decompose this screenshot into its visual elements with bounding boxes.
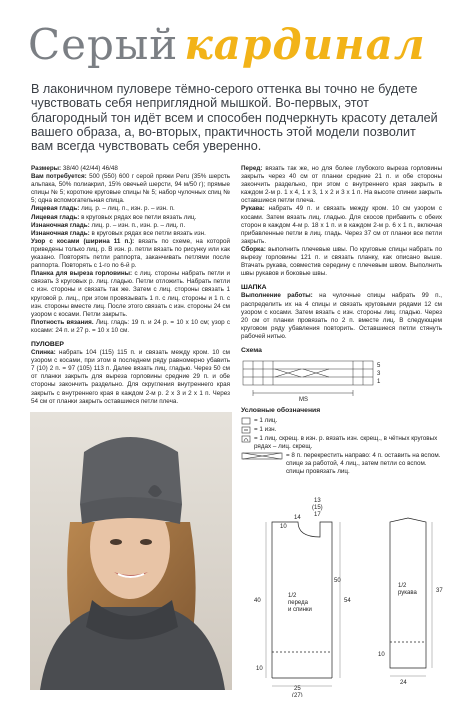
stitch-text: лиц. р. – изн. п., изн. р. – лиц. п. [91, 221, 186, 229]
dim-label: 17 [314, 512, 321, 518]
cable-pattern-label: Узор с косами (ширина 11 п.): [31, 237, 135, 245]
dim-label: (27) [292, 693, 303, 697]
materials-label: Вам потребуется: [31, 173, 87, 181]
legend-purl: = 1 изн. [254, 426, 277, 433]
purl-symbol-icon [241, 426, 251, 434]
hat-label: Выполнение работы: [241, 292, 313, 300]
dim-label: 25 [294, 686, 301, 692]
twisted-knit-icon [241, 435, 251, 443]
legend-cable: = 8 п. перекрестить направо: 4 п. оставить на вспом. спице за работой, 4 лиц., затем петли со вспом. спицы провязать лиц. [286, 452, 441, 475]
assembly-text: выполнить плечевые швы. По круговые спицы набрать по вырезу горловины 121 п. и связать планку, как описано выше. Втачать рукава, совместив середину с плечевым швом. Выполнить швы рукавов и боковые швы. [241, 245, 442, 278]
body-piece-label: 1/2 переда и спинки [288, 593, 312, 613]
materials-text: 500 (550) 600 г серой пряжи Peru (35% шерсть альпака, 50% полиакрил, 15% овечьей шерсти, 94 м/50 г); прямые спицы № 5; короткие круговые спицы № 5; набор чулочных спиц № 5; одна вспомогательная спица. [31, 173, 231, 205]
legend [241, 407, 446, 477]
cable-pattern-text: вязать по схеме, на которой приведены только лиц. р. В изн. р. петли вязать по рисунку или как указано. Повторять петли раппорта, заканчивать петлями после раппорта. Повторять с 1-го по 6-й р. [31, 237, 231, 270]
back-text: набрать 104 (115) 115 п. и связать между кром. 10 см узором с косами, при этом в последнем ряду равномерно убавить 7 (10) 2 п. = 97 (105) 113 п. Далее вязать лиц. гладью. Через 50 см от планки закрыть для выреза горловины средние 29 п. и обе стороны закончить раздельно. Для скругления внутреннего края закрыть с внутреннего края в каждом 2-м р. 2 х 3 и 2 х 1 п. Через 54 см от планки закрыть оставшиеся петли плеча. [31, 349, 231, 405]
stitch-label: Изнаночная гладь: [31, 221, 90, 229]
title-word-grey: Серый [28, 20, 179, 69]
legend-title: Условные обозначения [241, 407, 321, 414]
back-label: Спинка: [31, 349, 56, 357]
pattern-drawing [232, 492, 452, 697]
dim-label: (15) [312, 505, 323, 511]
dim-label: 24 [400, 680, 407, 686]
pullover-heading: ПУЛОВЕР [31, 340, 64, 348]
front-text: вязать так же, но для более глубокого выреза горловины закрыть через 40 см от планки средние 21 п. и обе стороны закончить раздельно, при этом с внутреннего края закрыть в каждом 2-м р. 1 х 4, 1 х 3, 1 х 2 и 3 х 1 п. На высоте спинки закрыть оставшиеся петли плеча. [241, 165, 442, 205]
sizes-text: 38/40 (42/44) 46/48 [62, 165, 118, 172]
sleeve-label: Рукава: [241, 205, 265, 213]
stitch-label: Изнаночная гладь: [31, 229, 90, 237]
dim-label: 10 [280, 524, 287, 530]
page-title [28, 20, 426, 80]
front-label: Перед: [241, 165, 263, 172]
cable-cross-icon [241, 452, 283, 460]
cable-scheme [241, 347, 441, 407]
legend-item [241, 452, 446, 476]
stitch-label: Лицевая гладь: [31, 213, 80, 221]
dim-label: 10 [378, 652, 385, 658]
dim-label: 13 [314, 498, 321, 504]
stitch-text: в круговых рядах все петли вязать изн. [91, 229, 206, 237]
stitch-text: в круговых рядах все петли вязать лиц. [81, 213, 197, 221]
hat-text: на чулочные спицы набрать 99 п., распределить их на 4 спицы и связать круговыми рядами 12 см узором с косами. Затем вязать с изн. стороны лиц. гладью. Через 20 см от планки провязать по 2 п. вместе лиц. В следующем круговом ряду убавления повторить. Оставшиеся петли стянуть рабочей нитью. [241, 292, 443, 340]
legend-item [241, 417, 446, 425]
garment-pattern [232, 492, 452, 697]
neckband-text: с лиц. стороны набрать петли и связать 3 круговых р. лиц. гладью. Петли отложить. Набрать петли с изн. стороны и связать так же. Затем с лиц. стороны связать 1 круговой р. лиц., при этом провязывать 1 п. с лиц. стороны и 1 п. с изн. стороны вместе лиц. После этого связать с изн. стороны 24 см узором с косами. Петли закрыть. [31, 270, 230, 318]
instructions-left-column [31, 165, 230, 406]
legend-twisted: = 1 лиц. скрещ. в изн. р. вязать изн. скрещ., в чётных круговых рядах – лиц. скрещ. [254, 435, 438, 450]
legend-knit: = 1 лиц. [254, 417, 278, 424]
stitch-text: лиц. р. – лиц. п., изн. р. – изн. п. [81, 205, 175, 213]
dim-label: 40 [254, 598, 261, 604]
sleeve-piece-label: 1/2 рукава [398, 583, 417, 596]
assembly-label: Сборка: [241, 245, 266, 253]
dim-label: 54 [344, 598, 351, 604]
legend-item [241, 426, 446, 434]
sleeve-text: набрать 49 п. и связать между кром. 10 см узором с косами. Затем вязать лиц. гладью. Для скосов прибавить с обеих сторон в каждом 4-м р. 18 х 1 п. и в каждом 2-м р. 6 х 1 п., включая прибавленные петли в лиц. гладь. Через 37 см от планки все петли закрыть. [241, 205, 443, 245]
stitch-label: Лицевая гладь: [31, 205, 80, 213]
knit-symbol-icon [241, 417, 251, 425]
sizes-label: Размеры: [31, 165, 62, 172]
legend-item [241, 435, 446, 451]
neckband-label: Планка для выреза горловины: [31, 270, 133, 278]
dim-label: 37 [436, 588, 443, 594]
intro-paragraph: В лаконичном пуловере тёмно-серого оттенка вы точно не будете чувствовать себя неприглядной мышкой. Во-первых, этот благородный тон идёт всем и способен подчеркнуть красоту деталей вашего образа, а, во-вторых, практичность этой модели позволит вам всегда чувствовать себя уверенно. [31, 82, 438, 154]
gauge-text: Лиц. гладь: 19 п. и 24 р. = 10 х 10 см; узор с косами: 24 п. и 27 р. = 10 х 10 см. [31, 318, 231, 334]
dim-label: 10 [256, 666, 263, 672]
scheme-row-1: 1 [377, 379, 381, 385]
scheme-row-3: 3 [377, 371, 381, 377]
dim-label: 14 [294, 515, 301, 521]
instructions-right-column [241, 165, 442, 341]
model-photo [30, 412, 232, 690]
scheme-row-5: 5 [377, 363, 381, 369]
hat-heading: ШАПКА [241, 284, 267, 292]
scheme-title: Схема [241, 347, 262, 354]
scheme-ms-label: MS [299, 397, 308, 403]
dim-label: 50 [334, 578, 341, 584]
scheme-grid [241, 355, 441, 403]
model-photo-illustration [30, 412, 232, 690]
gauge-label: Плотность вязания. [31, 318, 94, 326]
title-word-cardinal: кардинал [184, 20, 426, 69]
